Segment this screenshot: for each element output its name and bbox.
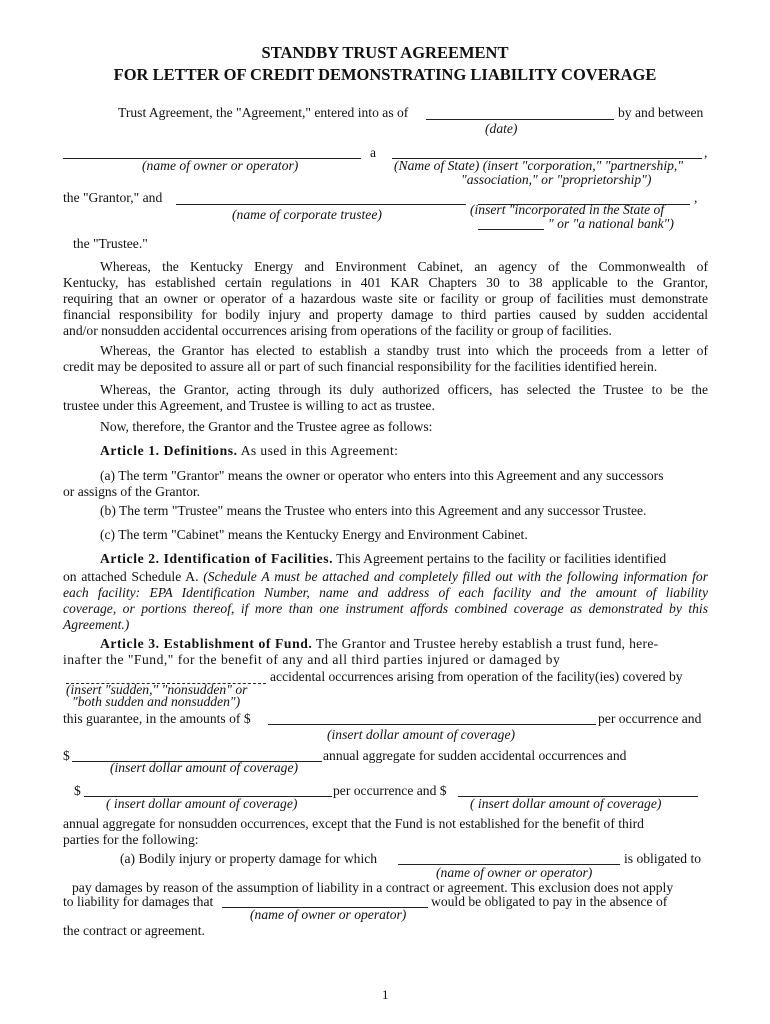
whereas2-line: Whereas, the Grantor has elected to establish a standby trust into which the proceeds from a letter of: [100, 343, 708, 358]
whereas2-line: credit may be deposited to assure all or part of such financial responsibility for the facilities identified herein.: [63, 359, 658, 374]
title-line-1: STANDBY TRUST AGREEMENT: [261, 43, 509, 62]
dollar-label-2: (insert dollar amount of coverage): [110, 760, 299, 775]
trustee-blank[interactable]: [176, 204, 466, 205]
guarantee-text: this guarantee, in the amounts of $: [63, 711, 251, 726]
per-occ-and-dollar: per occurrence and $: [333, 783, 447, 798]
dollar-label-4: ( insert dollar amount of coverage): [470, 796, 662, 811]
the-trustee: the "Trustee.": [73, 236, 148, 251]
state-label-2: "association," or "proprietorship"): [461, 172, 652, 187]
comma: ,: [704, 145, 708, 160]
whereas1-line: and/or nonsudden accidental occurrences arising from operations of the facility or group of facilities.: [63, 323, 612, 338]
article3-heading: Article 3. Establishment of Fund.: [100, 636, 313, 651]
owner-label-3: (name of owner or operator): [250, 907, 407, 922]
dollar-label-3: ( insert dollar amount of coverage): [106, 796, 298, 811]
whereas3-line: trustee under this Agreement, and Trustee is willing to act as trustee.: [63, 398, 435, 413]
incorporated-label-2: " or "a national bank"): [548, 216, 674, 231]
article3-heading-line: [100, 636, 659, 652]
bodily-injury-text: (a) Bodily injury or property damage for which: [120, 851, 378, 866]
article2-heading-line: [100, 551, 666, 567]
incorporated-label-1: (insert "incorporated in the State of: [470, 202, 665, 217]
article2-text: This Agreement pertains to the facility or facilities identified: [333, 551, 667, 566]
is-obligated: is obligated to: [624, 851, 702, 866]
dollar-sign: $: [63, 748, 70, 763]
article3-line2: inafter the "Fund," for the benefit of any and all third parties injured or damaged by: [63, 652, 561, 667]
owner-label-2: (name of owner or operator): [436, 865, 593, 880]
whereas1-line: requiring that an owner or operator of a hazardous waste site or facility or group of facilities must demonstrate: [63, 291, 708, 306]
article1-c: (c) The term "Cabinet" means the Kentucky Energy and Environment Cabinet.: [100, 527, 528, 542]
page-number: 1: [382, 987, 389, 1002]
annual-nonsudden-1: annual aggregate for nonsudden occurrences, except that the Fund is not established for the benefit of third: [63, 816, 644, 831]
accidental-text: accidental occurrences arising from operation of the facility(ies) covered by: [270, 669, 683, 684]
whereas1-line: Whereas, the Kentucky Energy and Environment Cabinet, an agency of the Commonwealth of: [100, 259, 708, 274]
dollar-sign-2: $: [74, 783, 81, 798]
a-word: a: [370, 145, 377, 160]
per-occurrence-and: per occurrence and: [598, 711, 702, 726]
article1-heading: Article 1. Definitions.: [100, 443, 238, 458]
owner-label: (name of owner or operator): [142, 158, 299, 173]
dollar-label-1: (insert dollar amount of coverage): [327, 727, 516, 742]
article1-text: As used in this Agreement:: [237, 443, 399, 458]
article2-line4: coverage, or portions thereof, if more than one instrument affords combined coverage as demonstrated by this: [63, 601, 708, 616]
trustee-label: (name of corporate trustee): [232, 207, 382, 222]
now-therefore: Now, therefore, the Grantor and the Trustee agree as follows:: [100, 419, 433, 434]
annual-nonsudden-2: parties for the following:: [63, 832, 199, 847]
grantor-and: the "Grantor," and: [63, 190, 163, 205]
would-be-obligated: would be obligated to pay in the absence of: [431, 894, 668, 909]
date-blank[interactable]: [426, 119, 614, 120]
state-of-blank[interactable]: [478, 229, 544, 230]
comma-2: ,: [694, 190, 698, 205]
state-label-1: (Name of State) (insert "corporation," "partnership,": [394, 158, 684, 173]
whereas1-line: Kentucky, has established certain regulations in 401 KAR Chapters 30 to 38 applicable to the Grantor,: [63, 275, 708, 290]
article1-a1: (a) The term "Grantor" means the owner or operator who enters into this Agreement and any successors: [100, 468, 664, 483]
to-liability: to liability for damages that: [63, 894, 214, 909]
date-label: (date): [485, 121, 518, 136]
intro-lead: Trust Agreement, the "Agreement," entered into as of: [118, 105, 409, 120]
article2-heading: Article 2. Identification of Facilities.: [100, 551, 334, 566]
sudden-label-1: (insert "sudden," "nonsudden" or: [66, 682, 248, 697]
article1-a2: or assigns of the Grantor.: [63, 484, 201, 499]
article2-line3: each facility: EPA Identification Number, name and address of each facility and the amount of liability: [63, 585, 708, 600]
article1-heading-line: [100, 443, 398, 459]
whereas3-line: Whereas, the Grantor, acting through its duly authorized officers, has selected the Trustee to be the: [100, 382, 708, 397]
article3-text: The Grantor and Trustee hereby establish a trust fund, here-: [312, 636, 659, 651]
pay-damages: pay damages by reason of the assumption of liability in a contract or agreement. This exclusion does not apply: [72, 880, 674, 895]
contract-text: the contract or agreement.: [63, 923, 205, 938]
article2-line5: Agreement.): [63, 617, 130, 632]
article2-line2: on attached Schedule A. (Schedule A must be attached and completely filled out with the following information for: [63, 569, 708, 584]
annual-sudden: annual aggregate for sudden accidental occurrences and: [323, 748, 627, 763]
sudden-label-2: "both sudden and nonsudden"): [72, 694, 241, 709]
intro-tail: by and between: [618, 105, 704, 120]
title-line-2: FOR LETTER OF CREDIT DEMONSTRATING LIABILITY COVERAGE: [113, 65, 657, 84]
article1-b: (b) The term "Trustee" means the Trustee who enters into this Agreement and any successor Trustee.: [100, 503, 647, 518]
amount-blank-1[interactable]: [268, 724, 596, 725]
whereas1-line: financial responsibility for bodily injury and property damage to third parties caused by sudden accidental: [63, 307, 708, 322]
